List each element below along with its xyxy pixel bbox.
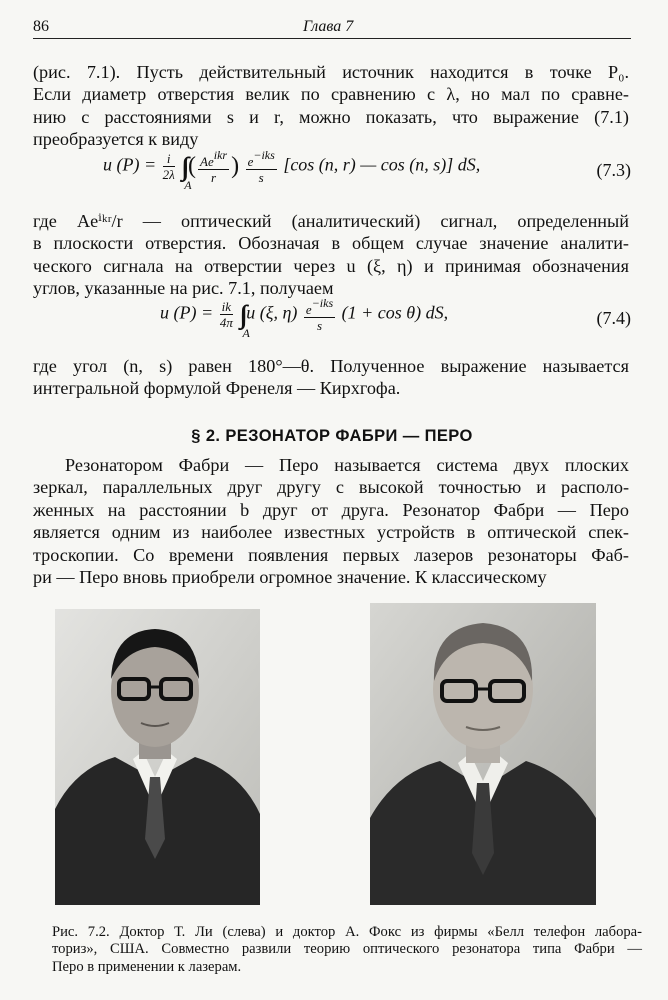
text-line: интегральной формулой Френеля — Кирхгофа. (33, 378, 401, 399)
amp-den: r (211, 170, 217, 185)
figure-caption (52, 924, 642, 976)
portrait-dr-t-li (55, 609, 260, 905)
double-integral-sign: ∫∫ A (239, 299, 250, 340)
eq-tail: [cos (n, r) — cos (n, s)] dS, (283, 154, 481, 175)
equation-7-4 (33, 296, 631, 340)
eq-propagator (304, 296, 335, 333)
text-line: троскопии. Со времени появления первых лазеров резонаторы Фаб- (33, 544, 629, 565)
portrait-dr-a-fox (370, 603, 596, 905)
integration-domain: A (242, 325, 250, 340)
text-line: зеркал, параллельных друг другу с высокой точностью и располо- (33, 477, 629, 498)
prop-exp: −iks (311, 296, 334, 310)
text-line: где угол (n, s) равен 180°—θ. Полученное выражение называется (33, 356, 629, 376)
equation-number: (7.4) (596, 308, 631, 328)
coef-den: 2λ (162, 167, 175, 182)
text-line: в плоскости отверстия. Обозначая в общем случае значение аналити- (33, 233, 629, 254)
text-line: (рис. 7.1). Пусть действительный источник находится в точке P₀. (33, 62, 629, 82)
section-heading: § 2. РЕЗОНАТОР ФАБРИ — ПЕРО (191, 427, 473, 445)
eq-propagator (246, 148, 277, 185)
text-line: Если диаметр отверстия велик по сравнению с λ, но мал по сравне- (33, 84, 629, 105)
eq-tail: (1 + cos θ) dS, (341, 302, 449, 323)
text-line: ри — Перо вновь приобрели огромное значение. К классическому (33, 566, 547, 587)
prop-exp: −iks (253, 148, 275, 162)
equation-expression: u (P) = $\frac{i}{2\lambda}$ ∫∫ A ( $\frac{\text{Aeikr}}{r}$ ) $\frac{\text{e−iks}}{s}$ [cos (n, r) — cos (n, s)] dS, (103, 148, 481, 192)
paragraph-2 (33, 210, 629, 300)
coef-num: i (163, 151, 175, 167)
page-number: 86 (33, 18, 49, 35)
eq-amplitude (198, 148, 229, 185)
coef-den: 4π (219, 315, 233, 330)
amp-num: Ae (200, 154, 214, 169)
amp-exp: ikr (213, 148, 228, 162)
eq-lhs: u (P) = (103, 154, 157, 175)
eq-mid: u (ξ, η) (246, 302, 298, 323)
caption-line: ториз», США. Совместно развили теорию оптического резонатора типа Фабри — (52, 941, 642, 958)
text-line: преобразуется к виду (33, 129, 199, 150)
equation-number: (7.3) (596, 160, 631, 180)
prop-num: e (305, 302, 312, 317)
eq-coefficient (220, 299, 233, 330)
text-line: где Aeⁱᵏʳ/r — оптический (аналитический) сигнал, определенный (33, 211, 629, 231)
prop-num: e (247, 154, 254, 169)
paragraph-3 (33, 355, 629, 400)
equation-7-3 (33, 148, 631, 192)
paragraph-4 (33, 454, 629, 588)
prop-den: s (258, 170, 264, 185)
caption-line: Перо в применении к лазерам. (52, 958, 242, 975)
text-line: углов, указанные на рис. 7.1, получаем (33, 278, 334, 299)
double-integral-sign: ∫∫ A (181, 151, 192, 192)
text-line: женных на расстоянии b друг от друга. Резонатор Фабри — Перо (33, 499, 629, 520)
paragraph-1 (33, 61, 629, 151)
text-line: ческого сигнала на отверстии через u (ξ, η) и принимая обозначения (33, 255, 629, 276)
text-line: Резонатором Фабри — Перо называется система двух плоских (65, 455, 629, 475)
eq-coefficient (163, 151, 175, 182)
caption-line: Рис. 7.2. Доктор Т. Ли (слева) и доктор А. Фокс из фирмы «Белл телефон лабора- (52, 924, 642, 940)
text-line: является одним из наиболее известных устройств в оптической спек- (33, 522, 629, 543)
prop-den: s (317, 318, 323, 333)
eq-lhs: u (P) = (160, 302, 214, 323)
integration-domain: A (184, 177, 192, 192)
running-header (33, 14, 631, 39)
equation-expression (160, 296, 449, 340)
text-line: нию с расстояниями s и r, можно показать, что выражение (7.1) (33, 106, 629, 127)
chapter-title: Глава 7 (303, 18, 354, 35)
coef-num: ik (221, 299, 232, 314)
